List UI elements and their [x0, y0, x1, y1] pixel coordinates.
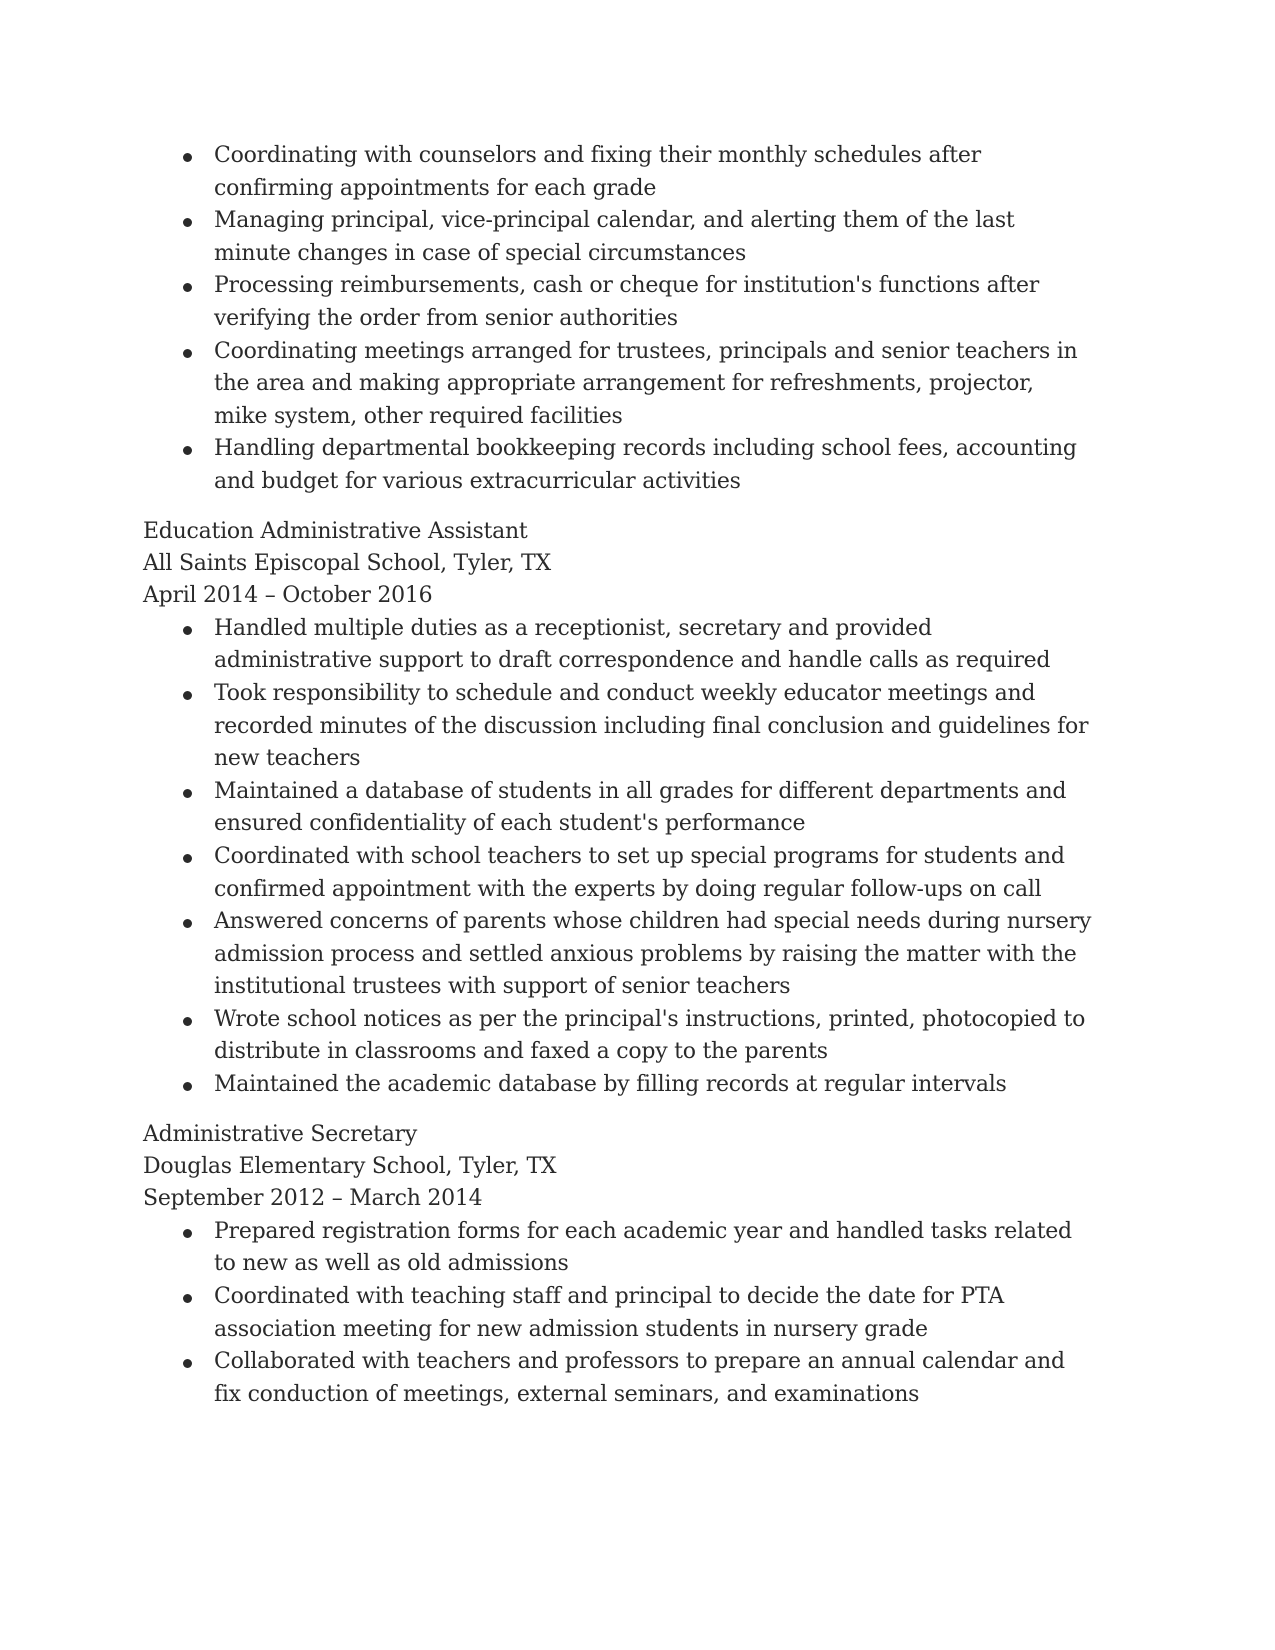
job-bullets	[143, 613, 1093, 1102]
bullet-dot-icon	[183, 854, 192, 863]
first-job-bullets	[143, 140, 1093, 499]
bullet-text: Processing reimbursements, cash or cheque for institution's functions after verifying the order from senior authorities	[214, 273, 1040, 331]
bullet-dot-icon	[183, 691, 192, 700]
list-item	[143, 1346, 1093, 1411]
list-item	[143, 270, 1093, 335]
job-dates: April 2014 – October 2016	[143, 583, 433, 609]
bullet-dot-icon	[183, 919, 192, 928]
bullet-dot-icon	[183, 1017, 192, 1026]
bullet-text: Coordinated with teaching staff and principal to decide the date for PTA association meeting for new admission students in nursery grade	[214, 1284, 1004, 1342]
bullet-text: Coordinating meetings arranged for trustees, principals and senior teachers in the area and making appropriate arrangement for refreshments, projector, mike system, other required facilities	[214, 338, 1078, 429]
list-item	[143, 1004, 1093, 1069]
bullet-text: Took responsibility to schedule and conduct weekly educator meetings and recorded minutes of the discussion including final conclusion and guidelines for new teachers	[214, 680, 1089, 772]
bullet-text: Maintained the academic database by filling records at regular intervals	[214, 1072, 1007, 1098]
bullet-text: Prepared registration forms for each academic year and handled tasks related to new as well as old admissions	[214, 1218, 1072, 1277]
bullet-dot-icon	[183, 446, 192, 455]
bullet-dot-icon	[183, 283, 192, 292]
bullet-text: Managing principal, vice-principal calendar, and alerting them of the last minute changes in case of special circumstances	[214, 208, 1015, 266]
bullet-dot-icon	[183, 1359, 192, 1368]
job-administrative-secretary	[143, 1119, 1093, 1412]
bullet-text: Handled multiple duties as a receptionist, secretary and provided administrative support to draft correspondence and handle calls as required	[214, 615, 1051, 674]
job-employer: All Saints Episcopal School, Tyler, TX	[143, 550, 551, 576]
bullet-text: Coordinated with school teachers to set up special programs for students and confirmed appointment with the experts by doing regular follow-ups on call	[214, 843, 1065, 902]
bullet-dot-icon	[183, 1294, 192, 1303]
list-item	[143, 841, 1093, 906]
list-item	[143, 1069, 1093, 1102]
bullet-dot-icon	[183, 626, 192, 635]
list-item	[143, 776, 1093, 841]
bullet-dot-icon	[183, 349, 192, 358]
job-bullets	[143, 1216, 1093, 1412]
bullet-text: Collaborated with teachers and professors to prepare an annual calendar and fix conduction of meetings, external seminars, and examinations	[214, 1349, 1065, 1407]
bullet-text: Handling departmental bookkeeping records including school fees, accounting and budget for various extracurricular activities	[214, 436, 1077, 494]
list-item	[143, 336, 1093, 434]
job-dates: September 2012 – March 2014	[143, 1186, 483, 1212]
job-education-administrative-assistant	[143, 516, 1093, 1102]
list-item	[143, 433, 1093, 498]
job-employer: Douglas Elementary School, Tyler, TX	[143, 1154, 557, 1180]
list-item	[143, 906, 1093, 1004]
resume-page	[143, 140, 1093, 1411]
list-item	[143, 678, 1093, 776]
list-item	[143, 140, 1093, 205]
bullet-text: Wrote school notices as per the principal's instructions, printed, photocopied to distribute in classrooms and faxed a copy to the parents	[214, 1006, 1086, 1065]
job-title: Education Administrative Assistant	[143, 518, 528, 544]
list-item	[143, 205, 1093, 270]
bullet-dot-icon	[183, 153, 192, 162]
list-item	[143, 1216, 1093, 1281]
bullet-dot-icon	[183, 789, 192, 798]
job-title: Administrative Secretary	[143, 1121, 418, 1147]
bullet-dot-icon	[183, 218, 192, 227]
list-item	[143, 613, 1093, 678]
bullet-dot-icon	[183, 1229, 192, 1238]
bullet-dot-icon	[183, 1082, 192, 1091]
bullet-text: Answered concerns of parents whose children had special needs during nursery admission process and settled anxious problems by raising the matter with the institutional trustees with support of senior teachers	[214, 909, 1092, 1000]
bullet-text: Maintained a database of students in all grades for different departments and ensured confidentiality of each student's performance	[214, 778, 1067, 837]
list-item	[143, 1281, 1093, 1346]
bullet-text: Coordinating with counselors and fixing their monthly schedules after confirming appointments for each grade	[214, 143, 981, 201]
